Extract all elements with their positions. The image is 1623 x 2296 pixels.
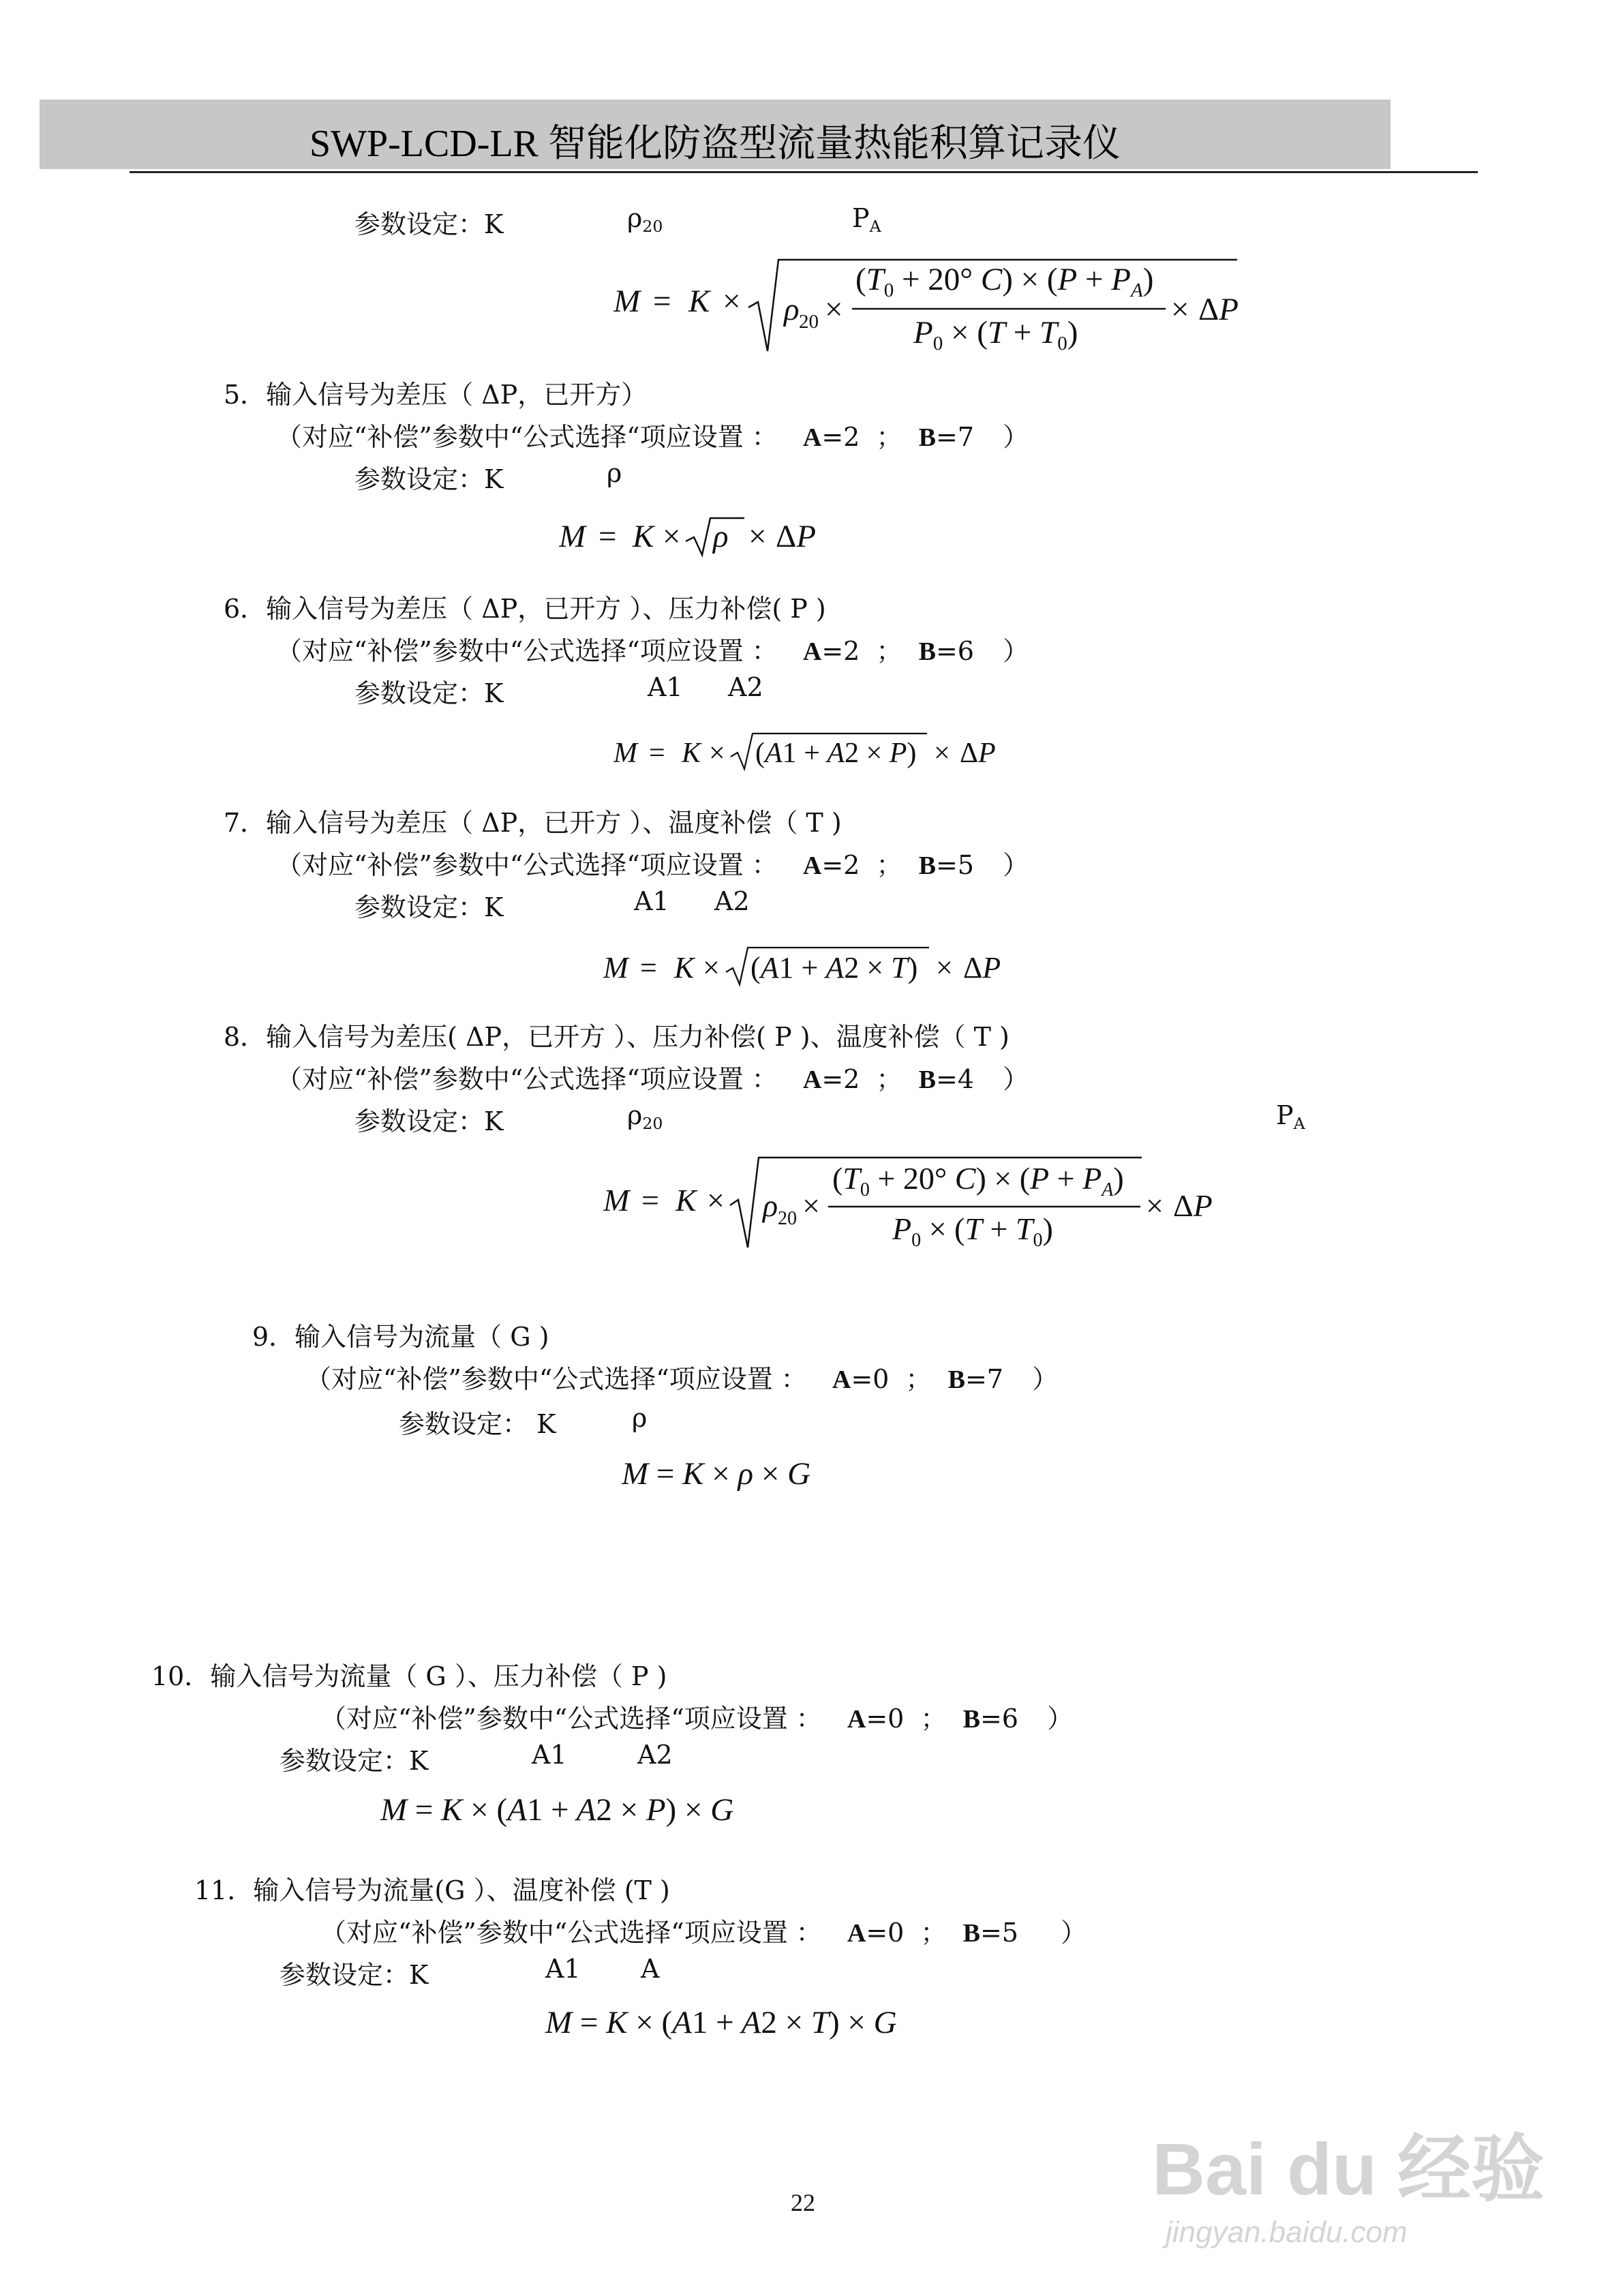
svg-text:K: K xyxy=(688,284,710,319)
svg-text:P0 × (T + T0): $P_0 \times (T + T_0)$ xyxy=(892,1211,1053,1251)
svg-text:ΔP: ΔP xyxy=(960,738,996,769)
section-11-condition: （对应“补偿”参数中“公式选择“项应设置 ： A=0 ； B=5 ） xyxy=(320,1918,1087,1948)
svg-text:M: M xyxy=(613,738,637,769)
page-header-title: SWP-LCD-LR 智能化防盗型流量热能积算记录仪 xyxy=(309,123,1121,165)
svg-text:20: 20 xyxy=(778,1208,797,1229)
section-11-params: 参数设定：K A1 A xyxy=(279,1954,660,1990)
section-6-params: 参数设定：K A1 A2 xyxy=(354,672,763,708)
formula-8 xyxy=(603,1145,1230,1254)
section-9-params: 参数设定： K ρ xyxy=(399,1403,648,1439)
params-line xyxy=(354,203,881,241)
section-6-heading: 6．输入信号为差压（ ΔP，已开方 ）、压力补偿( P ) xyxy=(224,594,826,624)
svg-text:×: × xyxy=(748,519,767,554)
section-5-heading: 5．输入信号为差压（ ΔP，已开方） xyxy=(224,380,648,410)
formula-9: M = K × ρ × G xyxy=(622,1456,811,1492)
section-9-heading: 9．输入信号为流量（ G ) xyxy=(252,1322,549,1352)
svg-text:=: = xyxy=(598,519,617,554)
svg-text:×: × xyxy=(723,284,741,319)
watermark-logo: Bai du 经验 xyxy=(1152,2128,1545,2210)
section-8-heading: 8．输入信号为差压( ΔP，已开方 ）、压力补偿( P )、温度补偿（ T ) xyxy=(224,1022,1010,1052)
header-bar xyxy=(40,100,1391,169)
formula-11: M = K × (A1 + A2 × T) × G xyxy=(545,2005,897,2040)
formula-7 xyxy=(603,942,1040,999)
section-10-params: 参数设定：K A1 A2 xyxy=(279,1740,673,1776)
svg-text:×: × xyxy=(802,1188,820,1223)
svg-text:×: × xyxy=(1146,1188,1164,1223)
svg-text:M: M xyxy=(603,1183,630,1218)
svg-text:×: × xyxy=(1171,292,1189,327)
svg-text:×: × xyxy=(934,738,950,769)
svg-text:=: = xyxy=(649,738,665,769)
section-7-condition: （对应“补偿”参数中“公式选择“项应设置 ： A=2 ； B=5 ） xyxy=(276,850,1029,880)
watermark xyxy=(1152,2110,1545,2250)
section-10-heading: 10．输入信号为流量（ G ）、压力补偿（ P ) xyxy=(151,1661,667,1691)
svg-text:ρ: ρ xyxy=(713,519,729,554)
svg-text:×: × xyxy=(936,951,953,984)
section-11-heading: 11．输入信号为流量(G ）、温度补偿 (T ) xyxy=(194,1875,670,1905)
svg-text:K: K xyxy=(674,951,695,984)
watermark-url: jingyan.baidu.com xyxy=(1166,2216,1408,2249)
svg-text:M: M xyxy=(603,951,628,984)
formula-4 xyxy=(613,249,1254,358)
formula-10: M = K × (A1 + A2 × P) × G xyxy=(380,1792,734,1828)
svg-text:K: K xyxy=(676,1183,697,1218)
svg-text:ρ: ρ xyxy=(763,1188,778,1223)
svg-text:×: × xyxy=(707,1183,725,1218)
section-5-condition: （对应“补偿”参数中“公式选择“项应设置 ： A=2 ； B=7 ） xyxy=(276,422,1029,452)
header-rule xyxy=(130,171,1478,173)
section-7-params: 参数设定：K A1 A2 xyxy=(354,886,750,922)
svg-text:M: M xyxy=(559,519,586,554)
section-9-condition: （对应“补偿”参数中“公式选择“项应设置 ： A=0 ； B=7 ） xyxy=(305,1364,1059,1394)
section-5-params: 参数设定：K ρ xyxy=(354,458,622,494)
param-rho20: $\rho_{20}$ xyxy=(627,1100,663,1134)
params-label: 参数设定：K xyxy=(354,209,504,239)
section-8-params: 参数设定：K $\rho_{20}$ $P_A$ xyxy=(354,1100,1305,1136)
svg-text:(T0 + 20° C) × (P + PA): ($T_0 + 20^\circ$ $C) \times (P + P_A)$ xyxy=(855,262,1154,301)
formula-5 xyxy=(559,511,845,566)
page-number: 22 xyxy=(791,2189,815,2216)
svg-text:K: K xyxy=(633,519,654,554)
svg-text:=: = xyxy=(653,284,671,319)
svg-text:ΔP: ΔP xyxy=(1173,1188,1213,1223)
svg-text:=: = xyxy=(641,1183,659,1218)
param-pa: $P_A$ xyxy=(1276,1100,1305,1134)
svg-text:ΔP: ΔP xyxy=(776,519,816,554)
svg-text:(T0 + 20° C) × (P + PA): ($T_0 + 20^\circ$ $C) \times (P + P_A)$ xyxy=(832,1161,1124,1200)
section-7-heading: 7．输入信号为差压（ ΔP，已开方 ）、温度补偿（ T ) xyxy=(224,808,842,838)
svg-text:M: M xyxy=(613,284,641,319)
svg-text:P0 × (T + T0): $P_0 \times (T + T_0)$ xyxy=(913,315,1078,354)
svg-text:ρ: ρ xyxy=(784,292,800,327)
svg-text:20: 20 xyxy=(799,311,819,333)
svg-text:×: × xyxy=(709,738,725,769)
svg-text:ΔP: ΔP xyxy=(963,951,1001,984)
svg-text:ΔP: ΔP xyxy=(1198,292,1239,327)
svg-text:K: K xyxy=(682,738,701,769)
section-6-condition: （对应“补偿”参数中“公式选择“项应设置 ： A=2 ； B=6 ） xyxy=(276,636,1029,666)
param-rho20: $\rho_{20}$ xyxy=(627,203,663,237)
svg-text:×: × xyxy=(663,519,681,554)
svg-text:(A1 + A2 × T): (A1 + A2 × T) xyxy=(750,951,918,984)
param-pa: $P_A$ xyxy=(852,203,881,237)
svg-text:×: × xyxy=(825,292,843,327)
formula-6 xyxy=(613,728,1036,783)
svg-text:×: × xyxy=(703,951,720,984)
svg-text:=: = xyxy=(640,951,657,984)
section-10-condition: （对应“补偿”参数中“公式选择“项应设置 ： A=0 ； B=6 ） xyxy=(320,1704,1074,1734)
svg-text:(A1 + A2 × P): (A1 + A2 × P) xyxy=(755,738,917,769)
section-8-condition: （对应“补偿”参数中“公式选择“项应设置 ： A=2 ； B=4 ） xyxy=(276,1064,1029,1094)
